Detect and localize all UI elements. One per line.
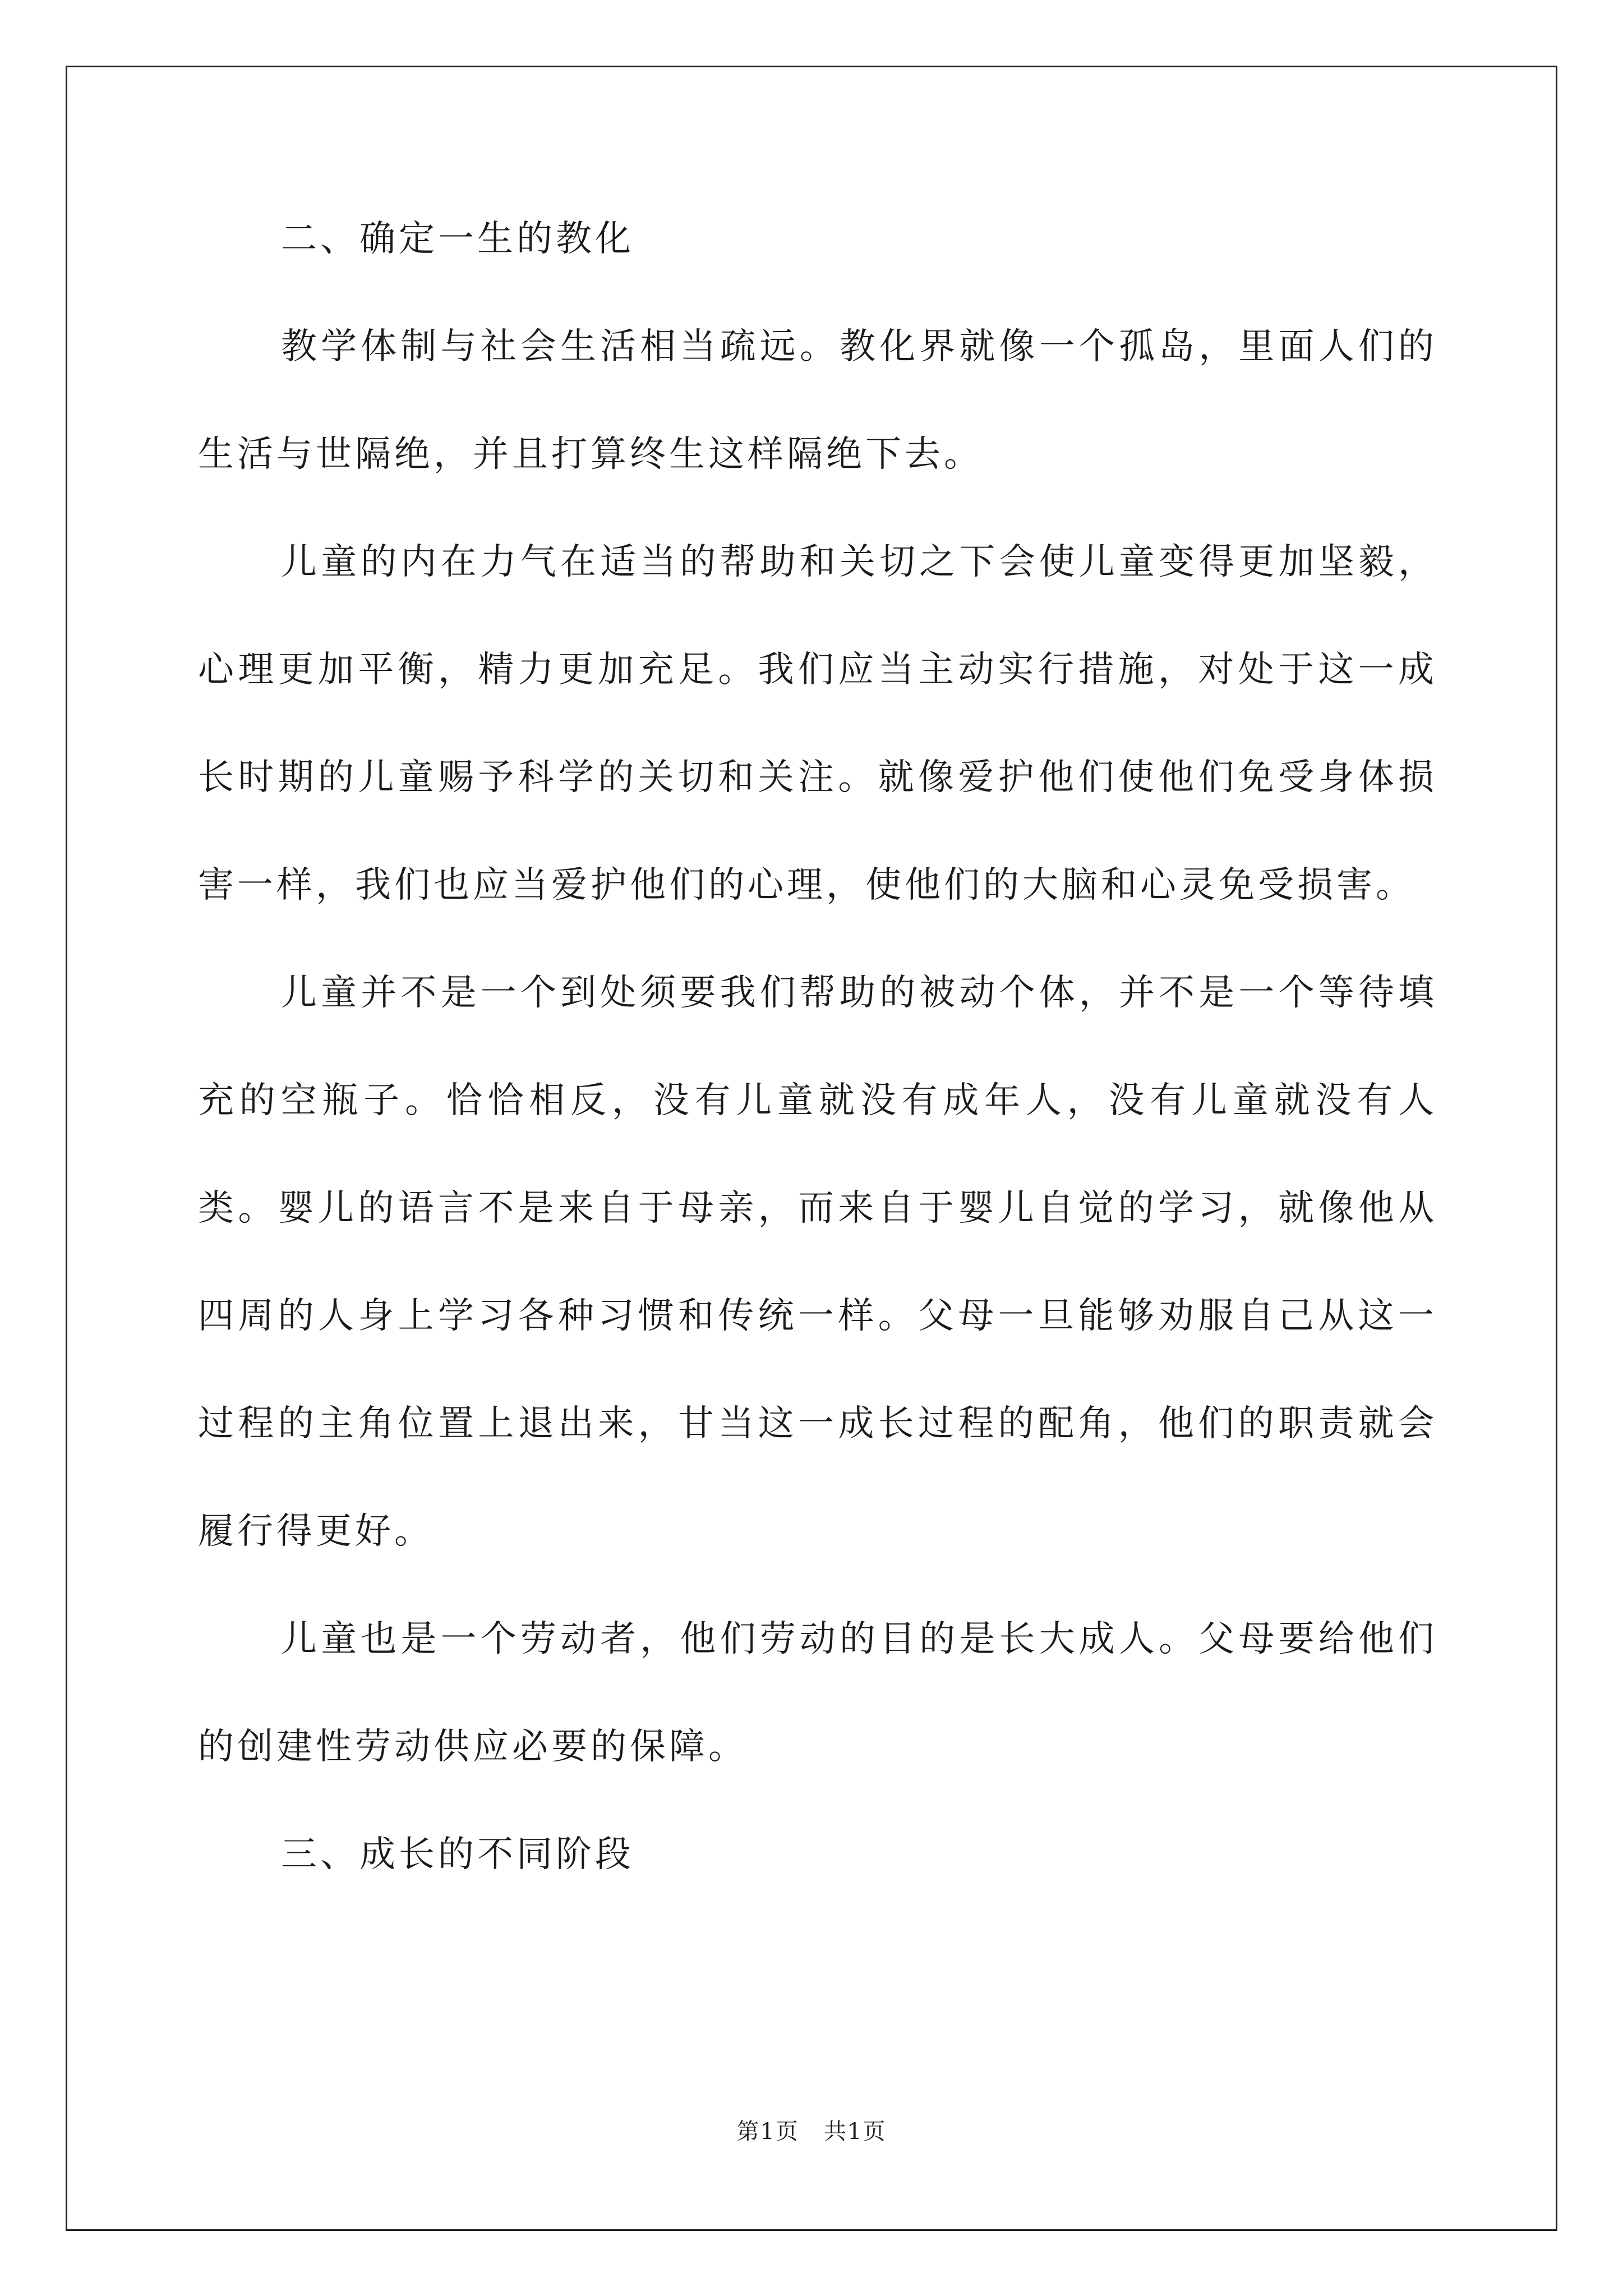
paragraph-4: 儿童也是一个劳动者，他们劳动的目的是长大成人。父母要给他们的创建性劳动供应必要的保障。 bbox=[198, 1618, 1437, 1768]
paragraph-2: 儿童的内在力气在适当的帮助和关切之下会使儿童变得更加坚毅，心理更加平衡，精力更加充足。我们应当主动实行措施，对处于这一成长时期的儿童赐予科学的关切和关注。就像爱护他们使他们免受身体损害一样，我们也应当爱护他们的心理，使他们的大脑和心灵免受损害。 bbox=[198, 541, 1437, 906]
paragraph-1: 教学体制与社会生活相当疏远。教化界就像一个孤岛，里面人们的生活与世隔绝，并且打算终生这样隔绝下去。 bbox=[198, 326, 1437, 475]
section-heading-3: 三、成长的不同阶段 bbox=[281, 1834, 634, 1875]
section-heading-2: 二、确定一生的教化 bbox=[281, 218, 634, 260]
page-footer: 第1页 共1页 bbox=[736, 2119, 887, 2145]
paragraph-3: 儿童并不是一个到处须要我们帮助的被动个体，并不是一个等待填充的空瓶子。恰恰相反，没有儿童就没有成年人，没有儿童就没有人类。婴儿的语言不是来自于母亲，而来自于婴儿自觉的学习，就像他从四周的人身上学习各种习惯和传统一样。父母一旦能够劝服自己从这一过程的主角位置上退出来，甘当这一成长过程的配角，他们的职责就会履行得更好。 bbox=[198, 972, 1437, 1552]
document-body bbox=[198, 185, 1437, 1908]
